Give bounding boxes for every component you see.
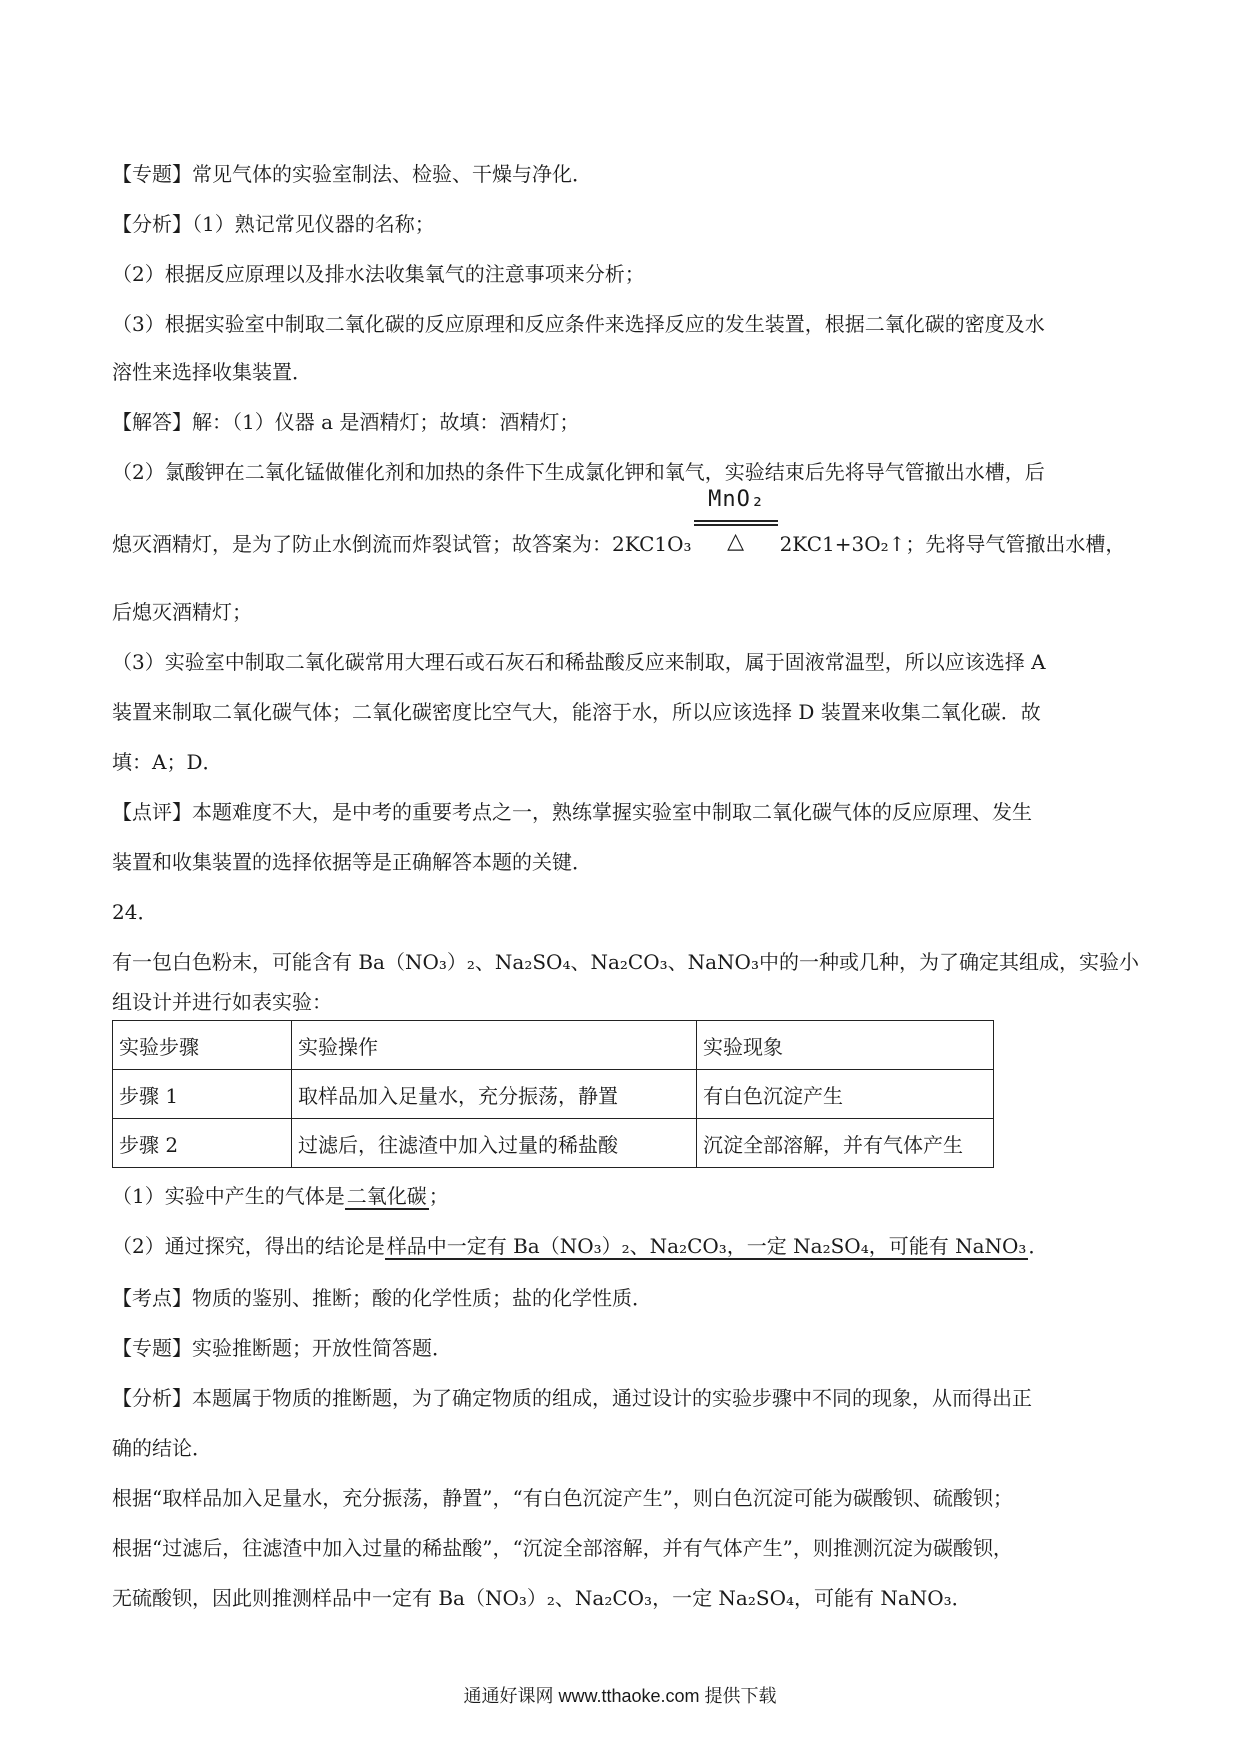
q2-prefix: （2）通过探究，得出的结论是 bbox=[112, 1234, 385, 1258]
heat-symbol: △ bbox=[727, 529, 745, 554]
experiment-table bbox=[112, 1020, 994, 1168]
table-header-row bbox=[113, 1021, 994, 1070]
text-line: 后熄灭酒精灯； bbox=[112, 600, 252, 624]
text-line: 【考点】物质的鉴别、推断；酸的化学性质；盐的化学性质． bbox=[112, 1286, 652, 1310]
table-cell: 步骤 2 bbox=[113, 1119, 292, 1168]
catalyst-label: MnO₂ bbox=[708, 487, 766, 512]
text-line: （2）氯酸钾在二氧化锰做催化剂和加热的条件下生成氯化钾和氧气，实验结束后先将导气管撤出水槽，后 bbox=[112, 460, 1045, 484]
q2-answer: 样品中一定有 Ba（NO₃）₂、Na₂CO₃，一定 Na₂SO₄，可能有 NaNO₃ bbox=[386, 1234, 1027, 1258]
text-line: 装置来制取二氧化碳气体；二氧化碳密度比空气大，能溶于水，所以应该选择 D 装置来收集二氧化碳．故 bbox=[112, 700, 1041, 724]
table-header-cell: 实验现象 bbox=[697, 1021, 994, 1070]
text-line: （3）实验室中制取二氧化碳常用大理石或石灰石和稀盐酸反应来制取，属于固液常温型，所以应该选择 A bbox=[112, 650, 1046, 674]
text-line: 【点评】本题难度不大，是中考的重要考点之一，熟练掌握实验室中制取二氧化碳气体的反应原理、发生 bbox=[112, 800, 1032, 824]
table-cell: 步骤 1 bbox=[113, 1070, 292, 1119]
equation-reactants: 熄灭酒精灯，是为了防止水倒流而炸裂试管；故答案为：2KC1O₃ bbox=[112, 532, 692, 556]
equation-line bbox=[112, 487, 1126, 558]
q2-suffix: ． bbox=[1028, 1234, 1049, 1258]
text-line: （3）根据实验室中制取二氧化碳的反应原理和反应条件来选择反应的发生装置，根据二氧化碳的密度及水 bbox=[112, 312, 1045, 336]
text-line: 【分析】（1）熟记常见仪器的名称； bbox=[112, 212, 435, 236]
page-footer: 通通好课网 www.tthaoke.com 提供下载 bbox=[463, 1686, 777, 1706]
text-line: 根据“取样品加入足量水，充分振荡，静置”，“有白色沉淀产生”，则白色沉淀可能为碳酸钡、硫酸钡； bbox=[112, 1486, 1013, 1510]
table-row bbox=[113, 1119, 994, 1168]
text-line: 【解答】解：（1）仪器 a 是酒精灯；故填：酒精灯； bbox=[112, 410, 580, 434]
table-cell: 沉淀全部溶解，并有气体产生 bbox=[697, 1119, 994, 1168]
table-cell: 有白色沉淀产生 bbox=[697, 1070, 994, 1119]
question-number: 24． bbox=[112, 900, 158, 924]
q1-suffix: ； bbox=[428, 1184, 449, 1208]
text-line: 溶性来选择收集装置． bbox=[112, 360, 312, 384]
text-line: 无硫酸钡，因此则推测样品中一定有 Ba（NO₃）₂、Na₂CO₃，一定 Na₂SO₄，可能有 NaNO₃． bbox=[112, 1586, 972, 1610]
question-1 bbox=[112, 1182, 449, 1210]
text-line: 【专题】常见气体的实验室制法、检验、干燥与净化． bbox=[112, 162, 592, 186]
reaction-condition bbox=[694, 487, 778, 558]
table-header-cell: 实验步骤 bbox=[113, 1021, 292, 1070]
equals-bar bbox=[694, 524, 778, 526]
text-line: 【分析】本题属于物质的推断题，为了确定物质的组成，通过设计的实验步骤中不同的现象，从而得出正 bbox=[112, 1386, 1032, 1410]
table-cell: 取样品加入足量水，充分振荡，静置 bbox=[292, 1070, 697, 1119]
table-cell: 过滤后，往滤渣中加入过量的稀盐酸 bbox=[292, 1119, 697, 1168]
table-row bbox=[113, 1070, 994, 1119]
text-line: 装置和收集装置的选择依据等是正确解答本题的关键． bbox=[112, 850, 592, 874]
q1-answer: 二氧化碳 bbox=[346, 1184, 427, 1208]
text-line: 有一包白色粉末，可能含有 Ba（NO₃）₂、Na₂SO₄、Na₂CO₃、NaNO₃中的一种或几种，为了确定其组成，实验小 bbox=[112, 950, 1139, 974]
equals-bar bbox=[694, 520, 778, 522]
text-line: 填：A；D． bbox=[112, 750, 223, 774]
text-line: （2）根据反应原理以及排水法收集氧气的注意事项来分析； bbox=[112, 262, 645, 286]
q1-prefix: （1）实验中产生的气体是 bbox=[112, 1184, 345, 1208]
text-line: 根据“过滤后，往滤渣中加入过量的稀盐酸”，“沉淀全部溶解，并有气体产生”，则推测沉淀为碳酸钡， bbox=[112, 1536, 1013, 1560]
text-line: 【专题】实验推断题；开放性简答题． bbox=[112, 1336, 452, 1360]
table-header-cell: 实验操作 bbox=[292, 1021, 697, 1070]
text-line: 组设计并进行如表实验： bbox=[112, 990, 332, 1014]
text-line: 确的结论． bbox=[112, 1436, 212, 1460]
question-2 bbox=[112, 1232, 1048, 1260]
equation-products: 2KC1+3O₂↑；先将导气管撤出水槽， bbox=[779, 532, 1126, 556]
